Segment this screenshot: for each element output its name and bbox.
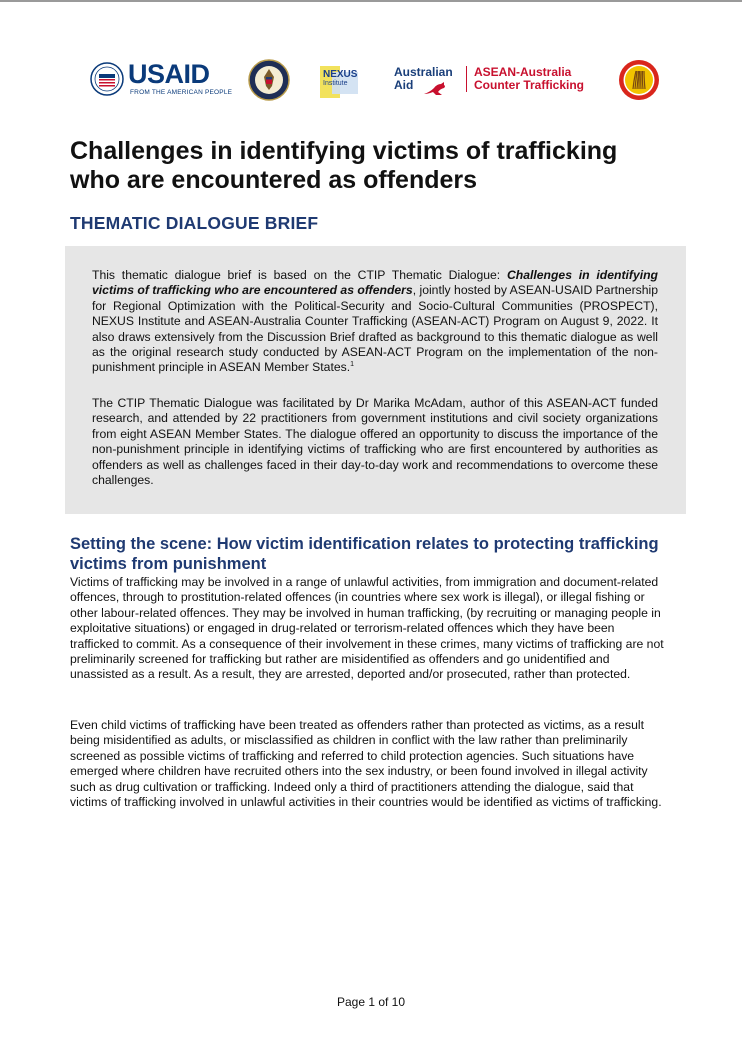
usaid-tagline: FROM THE AMERICAN PEOPLE: [130, 89, 233, 96]
asean-act-logo: [474, 66, 584, 92]
page-title: [70, 137, 670, 195]
top-border: [0, 0, 742, 2]
kangaroo-icon: [422, 80, 448, 96]
us-state-seal-icon: [248, 59, 290, 101]
page-number: Page 1 of 10: [336, 995, 406, 1009]
logo-bar: [88, 56, 668, 108]
intro-box: [65, 246, 686, 514]
section-heading: Setting the scene: How victim identification relates to protecting trafficking victims from punishment: [70, 535, 659, 573]
australian-aid-line2: Aid: [394, 78, 414, 92]
australian-aid-line1: Australian: [394, 65, 453, 79]
title-line-2: who are encountered as offenders: [70, 166, 478, 194]
intro-paragraph-1: [92, 268, 658, 376]
title-line-1: Challenges in identifying victims of trafficking: [70, 137, 618, 165]
intro-paragraph-2: The CTIP Thematic Dialogue was facilitated by Dr Marika McAdam, author of this ASEAN-ACT funded research, and attended by 22 practitioners from government institutions and civil society organizations from eight ASEAN Member States. The dialogue offered an opportunity to discuss the importance of the non-punishment principle in identifying victims of trafficking who are first encountered by authorities as offenders as well as challenges faced in their day-to-day work and recommendations to overcome these challenges.: [92, 396, 658, 488]
usaid-wordmark: USAID: [128, 59, 210, 89]
intro-p1-text-b: , jointly hosted by ASEAN-USAID Partnership for Regional Optimization with the Political-Security and Socio-Cultural Communities (PROSPECT), NEXUS Institute and ASEAN-Australia Counter Trafficking (ASEAN-ACT) Program on August 9, 2022. It also draws extensively from the Discussion Brief drafted as background to this thematic dialogue as well as the original research study conducted by ASEAN-ACT Program on the implementation of the non-punishment principle in ASEAN Member States.: [92, 283, 659, 375]
intro-p1-dialogue-title: Challenges in identifying victims of trafficking who are encountered as offenders: [92, 268, 659, 298]
logo-divider: [466, 66, 467, 92]
nexus-wordmark: NEXUS: [323, 69, 358, 80]
usaid-seal-icon: [90, 62, 124, 96]
intro-p1-text-a: This thematic dialogue brief is based on the CTIP Thematic Dialogue:: [92, 268, 507, 282]
body-paragraph-1: Victims of trafficking may be involved in a range of unlawful activities, from immigration and document-related offences, through to prostitution-related offences (in countries where sex work is illegal), or illegal fishing or other labour-related offences. They may be involved in human trafficking, (by recruiting or managing people in exploitative situations) or engaged in drug-related or terrorism-related offences which they have been trafficked to commit. As a consequence of their involvement in these crimes, many victims of trafficking are not preliminarily screened for trafficking but rather are misidentified as offenders and go unidentified and unassisted as a result. As a result, they are arrested, deported and/or prosecuted, rather than protected.: [70, 575, 664, 682]
page-subtitle: THEMATIC DIALOGUE BRIEF: [70, 213, 319, 233]
body-paragraph-2: Even child victims of trafficking have been treated as offenders rather than protected as victims, as a result being misidentified as adults, or misclassified as children in conflict with the law rather than preliminarily screened as possible victims of trafficking and referred to child protection agencies. Such situations have emerged where children have recruited others into the sex industry, or been found involved in illegal activity such as drug cultivation or trafficking. Indeed only a third of practitioners attending the dialogue, said that victims of trafficking involved in unlawful activities in their countries would be identified as victims of trafficking.: [70, 718, 662, 810]
nexus-subtext: Institute: [323, 80, 348, 87]
asean-act-line1: ASEAN-Australia: [474, 65, 572, 79]
footnote-marker[interactable]: 1: [350, 361, 354, 369]
asean-emblem-icon: [618, 59, 660, 101]
asean-act-line2: Counter Trafficking: [474, 78, 585, 92]
